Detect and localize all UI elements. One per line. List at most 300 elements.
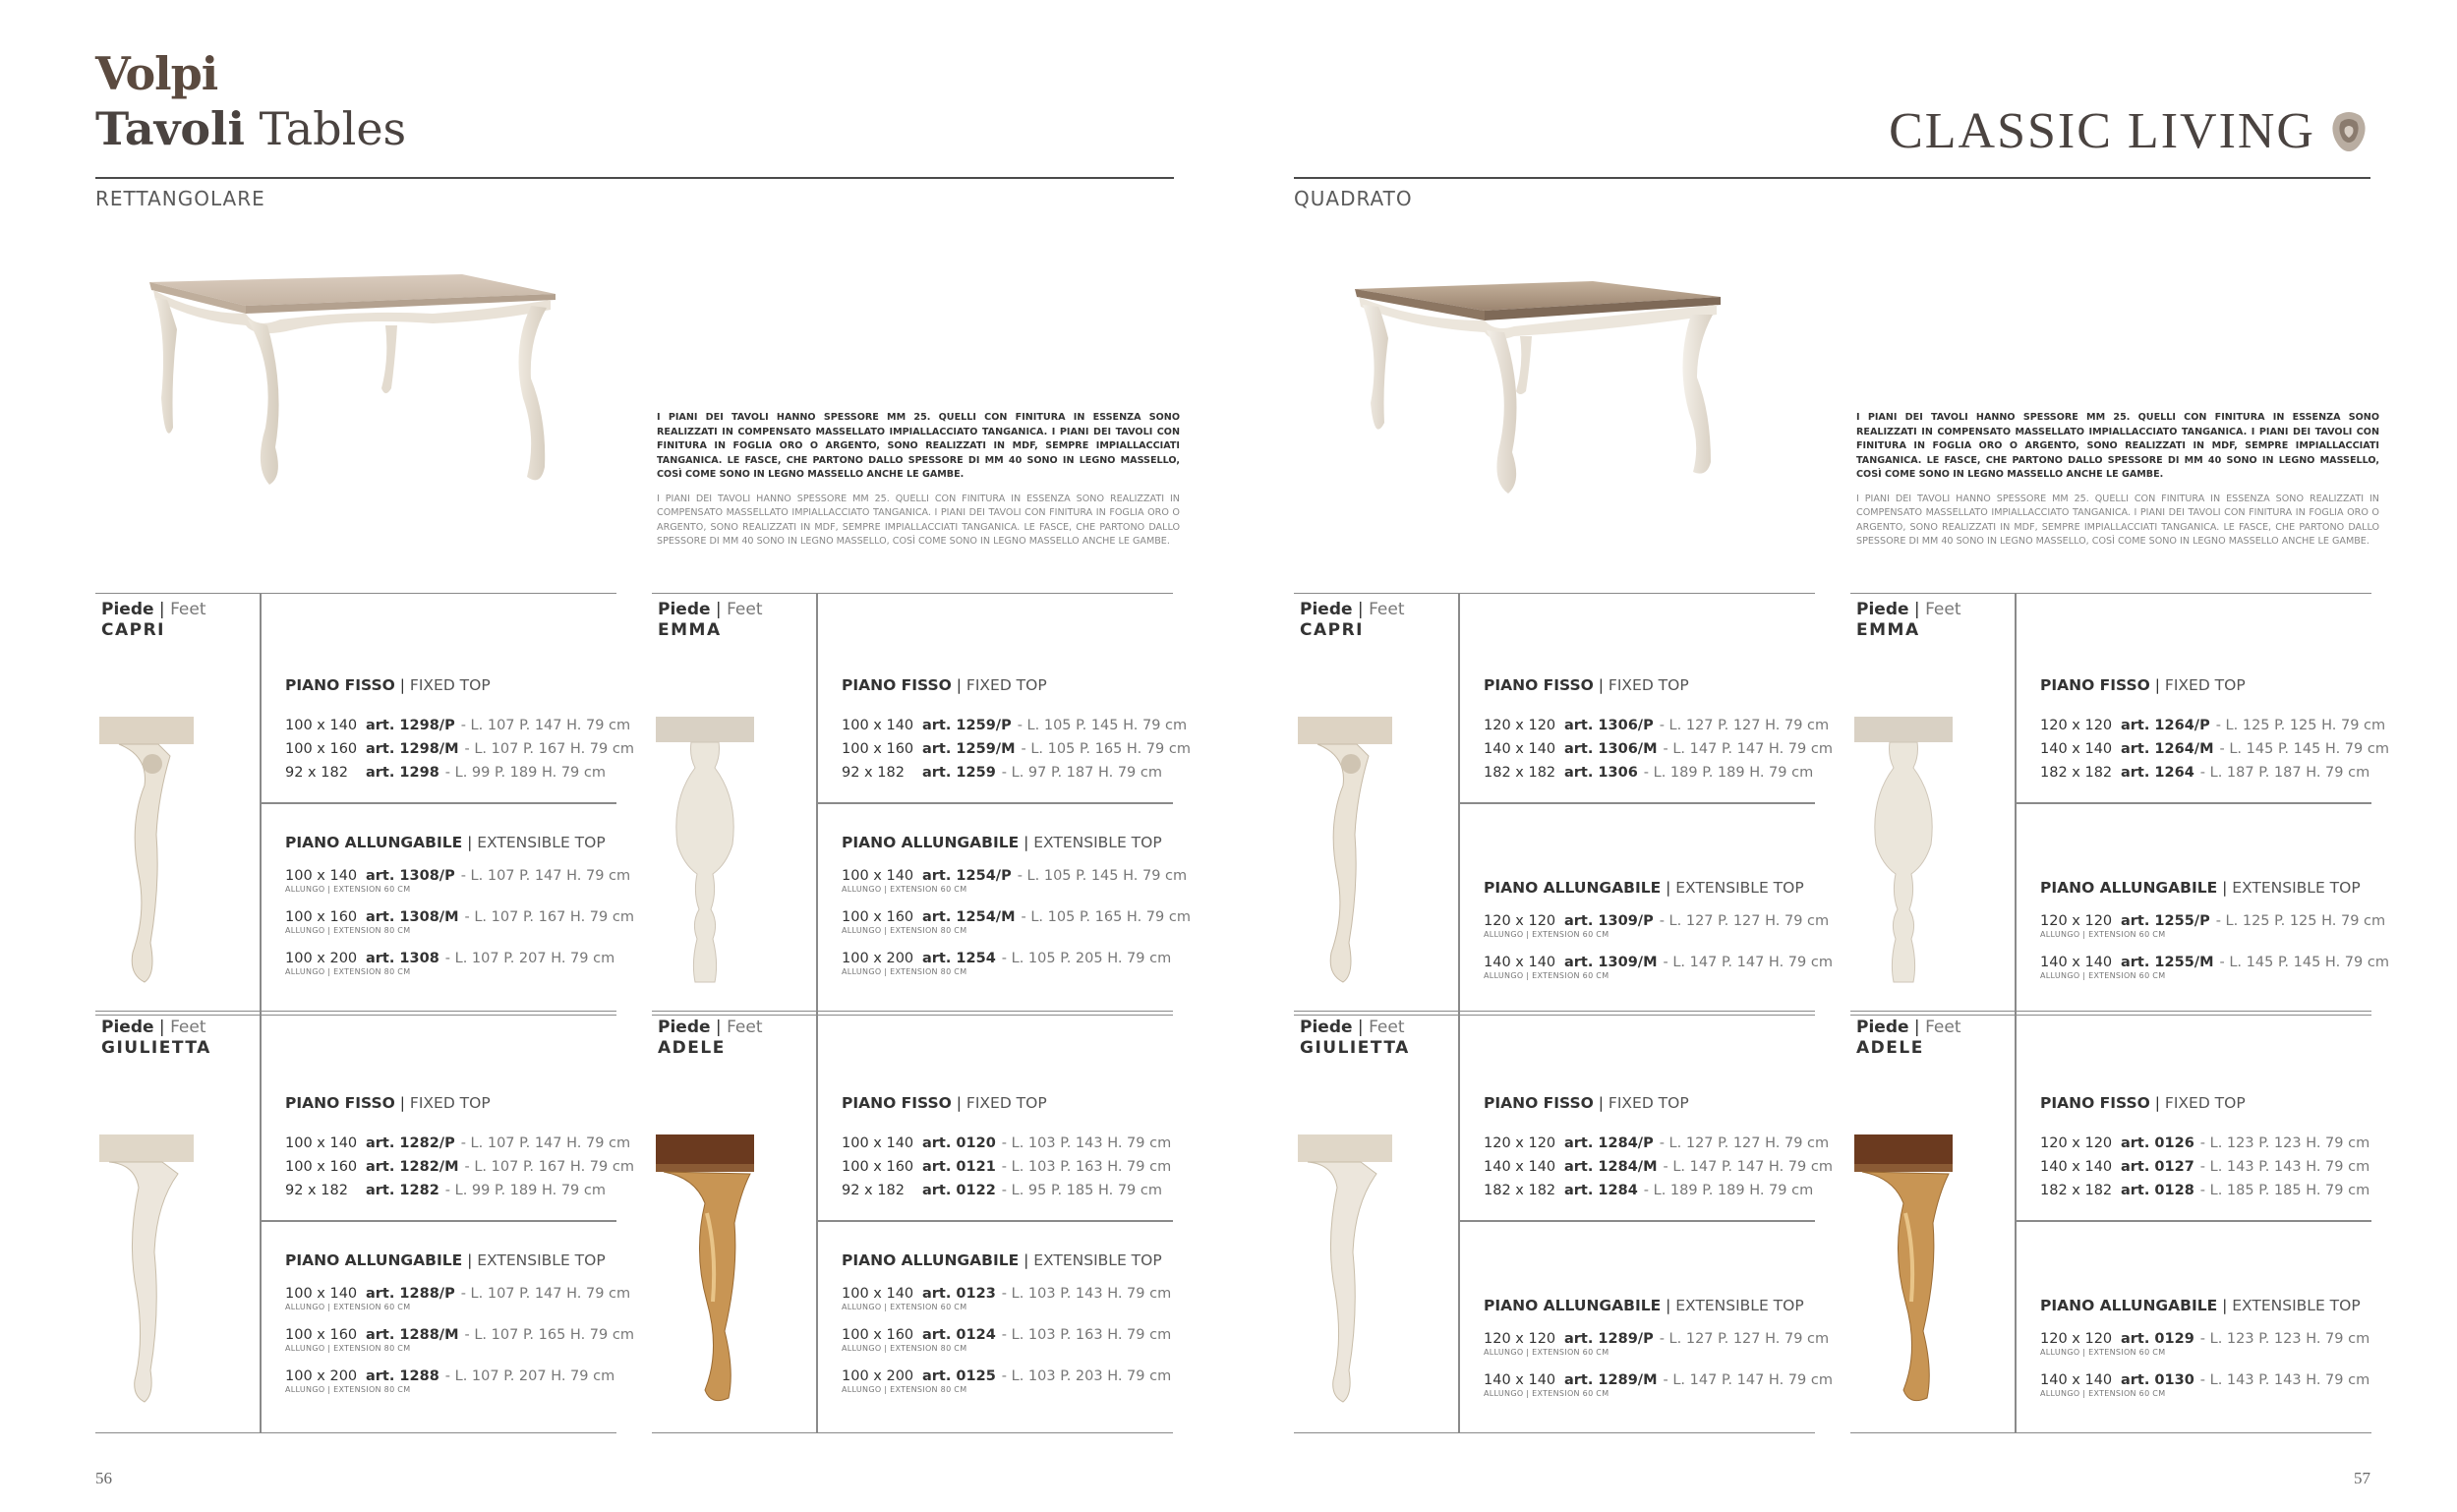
extensible-row-main xyxy=(1484,1330,1830,1348)
extensible-top-row xyxy=(1484,1330,1830,1358)
fixed-top-row xyxy=(2040,714,2386,737)
feet-english: Feet xyxy=(1925,600,1961,619)
fixed-top-italian: PIANO FISSO xyxy=(842,676,952,694)
fixed-top-english: FIXED TOP xyxy=(1608,676,1689,694)
article-code: art. 1254 xyxy=(922,951,996,966)
extension-note: ALLUNGO | EXTENSION 60 CM xyxy=(2040,1389,2166,1398)
extension-note: ALLUNGO | EXTENSION 60 CM xyxy=(842,1303,967,1311)
table-size: 120 x 120 xyxy=(2040,1135,2113,1151)
dimensions: - L. 105 P. 165 H. 79 cm xyxy=(1021,741,1191,757)
table-size: 100 x 200 xyxy=(842,951,914,966)
article-code: art. 1306 xyxy=(1564,765,1638,781)
fixed-top-italian: PIANO FISSO xyxy=(285,676,395,694)
feet-label xyxy=(658,1018,763,1059)
dimensions: - L. 145 P. 145 H. 79 cm xyxy=(2219,955,2389,970)
dimensions: - L. 125 P. 125 H. 79 cm xyxy=(2215,718,2386,733)
fixed-top-row xyxy=(1484,737,1833,761)
extensible-row-main xyxy=(1484,954,1833,971)
extension-note: ALLUNGO | EXTENSION 60 CM xyxy=(285,1303,411,1311)
panel-divider xyxy=(1458,594,1460,1015)
extensible-top-english: EXTENSIBLE TOP xyxy=(2232,879,2361,897)
article-code: art. 0126 xyxy=(2121,1135,2194,1151)
article-code: art. 1259/M xyxy=(922,741,1016,757)
table-size: 120 x 120 xyxy=(2040,1331,2113,1347)
table-size: 92 x 182 xyxy=(285,1183,348,1198)
table-size: 120 x 120 xyxy=(1484,1135,1556,1151)
extensible-row-main xyxy=(285,867,631,885)
extensible-top-row xyxy=(2040,954,2389,981)
fixed-top-row xyxy=(842,761,1173,785)
extensible-top-section xyxy=(285,834,634,991)
fixed-top-row xyxy=(842,1179,1173,1202)
fixed-top-heading xyxy=(2040,1094,2371,1112)
fixed-top-heading xyxy=(842,1094,1173,1112)
extensible-top-row xyxy=(2040,1330,2371,1358)
fixed-top-row xyxy=(285,737,634,761)
article-code: art. 0130 xyxy=(2121,1372,2194,1388)
section-divider xyxy=(1458,1220,1815,1222)
extensible-row-main xyxy=(2040,1371,2371,1389)
fixed-top-row xyxy=(285,1179,616,1202)
extension-note: ALLUNGO | EXTENSION 60 CM xyxy=(2040,1348,2166,1357)
table-size: 100 x 200 xyxy=(285,951,358,966)
extensible-top-row xyxy=(842,1285,1173,1312)
fixed-top-row xyxy=(2040,1132,2371,1155)
table-size: 140 x 140 xyxy=(1484,1372,1556,1388)
dimensions: - L. 105 P. 145 H. 79 cm xyxy=(1017,868,1188,884)
article-code: art. 1255/P xyxy=(2121,913,2210,929)
leg-adele-image xyxy=(656,1134,754,1408)
feet-name: CAPRI xyxy=(101,620,166,640)
piede-label: Piede xyxy=(1856,1018,1909,1037)
table-size: 100 x 140 xyxy=(285,1135,358,1151)
extensible-top-english: EXTENSIBLE TOP xyxy=(2232,1297,2361,1314)
article-code: art. 1298/P xyxy=(366,718,455,733)
extensible-top-heading xyxy=(285,1251,616,1269)
feet-panel-emma xyxy=(1850,593,2389,1016)
right-header-rule xyxy=(1294,177,2370,179)
left-construction-note xyxy=(657,411,1180,559)
extension-note: ALLUNGO | EXTENSION 80 CM xyxy=(285,1344,411,1353)
feet-english: Feet xyxy=(170,600,206,619)
dimensions: - L. 107 P. 165 H. 79 cm xyxy=(464,1327,634,1343)
feet-english: Feet xyxy=(727,1018,763,1037)
section-divider xyxy=(2015,1220,2371,1222)
extensible-top-row xyxy=(842,1326,1173,1354)
table-size: 100 x 140 xyxy=(285,1286,358,1302)
extension-note: ALLUNGO | EXTENSION 60 CM xyxy=(842,885,967,894)
extensible-top-row xyxy=(842,1367,1173,1395)
table-size: 140 x 140 xyxy=(1484,1159,1556,1175)
article-code: art. 1282/M xyxy=(366,1159,459,1175)
piede-label: Piede xyxy=(1300,1018,1353,1037)
brand-emblem-icon xyxy=(2329,110,2369,153)
feet-panel-capri xyxy=(1294,593,1833,1016)
article-code: art. 1264/M xyxy=(2121,741,2214,757)
table-size: 100 x 160 xyxy=(285,741,358,757)
article-code: art. 0122 xyxy=(922,1183,996,1198)
extensible-top-section xyxy=(2040,1297,2371,1413)
leg-adele-image xyxy=(1854,1134,1953,1408)
article-code: art. 1288 xyxy=(366,1368,439,1384)
heading-separator: | xyxy=(1593,676,1609,694)
extensible-top-row xyxy=(842,950,1173,977)
heading-separator: | xyxy=(2217,1297,2233,1314)
dimensions: - L. 107 P. 147 H. 79 cm xyxy=(460,868,631,884)
dimensions: - L. 107 P. 167 H. 79 cm xyxy=(464,909,634,925)
dimensions: - L. 95 P. 185 H. 79 cm xyxy=(1001,1183,1162,1198)
article-code: art. 0125 xyxy=(922,1368,996,1384)
note-italian: I PIANI DEI TAVOLI HANNO SPESSORE MM 25. QUELLI CON FINITURA IN ESSENZA SONO REALIZZATI IN COMPENSATO MASSELLATO IMPIALLACCIATO TANGANICA. I PIANI DEI TAVOLI CON FINITURA IN FOGLIA ORO O ARGENTO, SONO REALIZZATI IN MDF, SEMPRE IMPIALLACCIATI TANGANICA. LE FASCE, CHE PARTONO DALLO SPESSORE DI MM 40 SONO IN LEGNO MASSELLO, COSÌ COME SONO IN LEGNO MASSELLO ANCHE LE GAMBE. xyxy=(657,412,1180,480)
fixed-top-english: FIXED TOP xyxy=(1608,1094,1689,1112)
extensible-row-main xyxy=(1484,912,1830,930)
fixed-top-row xyxy=(1484,714,1830,737)
extension-note: ALLUNGO | EXTENSION 60 CM xyxy=(2040,971,2166,980)
section-rettangolare: RETTANGOLARE xyxy=(95,187,265,210)
label-separator: | xyxy=(1908,600,1926,619)
extensible-top-heading xyxy=(2040,1297,2371,1314)
extensible-top-italian: PIANO ALLUNGABILE xyxy=(1484,1297,1662,1314)
dimensions: - L. 185 P. 185 H. 79 cm xyxy=(2199,1183,2370,1198)
piede-label: Piede xyxy=(101,1018,154,1037)
dimensions: - L. 103 P. 203 H. 79 cm xyxy=(1001,1368,1172,1384)
extensible-top-section xyxy=(1484,879,1833,995)
feet-name: CAPRI xyxy=(1300,620,1365,640)
feet-english: Feet xyxy=(1925,1018,1961,1037)
dimensions: - L. 105 P. 145 H. 79 cm xyxy=(1017,718,1188,733)
right-construction-note xyxy=(1856,411,2379,559)
fixed-top-section xyxy=(2040,676,2389,785)
heading-separator: | xyxy=(1019,834,1034,851)
feet-english: Feet xyxy=(727,600,763,619)
table-size: 140 x 140 xyxy=(2040,1159,2113,1175)
article-code: art. 0129 xyxy=(2121,1331,2194,1347)
table-size: 100 x 140 xyxy=(285,718,358,733)
piede-label: Piede xyxy=(1300,600,1353,619)
extensible-row-main xyxy=(2040,912,2386,930)
feet-panel-giulietta xyxy=(95,1011,634,1433)
extensible-top-row xyxy=(285,908,634,936)
fixed-top-row xyxy=(1484,1132,1830,1155)
feet-english: Feet xyxy=(170,1018,206,1037)
article-code: art. 1264 xyxy=(2121,765,2194,781)
extensible-row-main xyxy=(842,908,1191,926)
table-size: 182 x 182 xyxy=(1484,765,1556,781)
table-size: 100 x 140 xyxy=(842,718,914,733)
table-size: 100 x 160 xyxy=(285,1159,358,1175)
fixed-top-section xyxy=(2040,1094,2371,1202)
dimensions: - L. 107 P. 207 H. 79 cm xyxy=(444,951,615,966)
feet-label xyxy=(101,1018,211,1059)
extensible-top-row xyxy=(1484,954,1833,981)
extensible-top-heading xyxy=(842,834,1173,851)
article-code: art. 1309/P xyxy=(1564,913,1654,929)
feet-name: EMMA xyxy=(1856,620,1920,640)
extensible-top-italian: PIANO ALLUNGABILE xyxy=(842,1251,1020,1269)
dimensions: - L. 99 P. 189 H. 79 cm xyxy=(444,1183,606,1198)
fixed-top-row xyxy=(2040,1179,2371,1202)
fixed-top-english: FIXED TOP xyxy=(965,676,1047,694)
dimensions: - L. 103 P. 163 H. 79 cm xyxy=(1001,1327,1172,1343)
fixed-top-row xyxy=(842,1155,1173,1179)
brand-text: CLASSIC LIVING xyxy=(1889,103,2315,159)
article-code: art. 1289/M xyxy=(1564,1372,1658,1388)
fixed-top-section xyxy=(285,676,634,785)
section-divider xyxy=(816,802,1173,804)
article-code: art. 1284/M xyxy=(1564,1159,1658,1175)
section-divider xyxy=(260,802,616,804)
feet-name: GIULIETTA xyxy=(101,1038,211,1058)
extensible-top-italian: PIANO ALLUNGABILE xyxy=(842,834,1020,851)
extensible-top-heading xyxy=(285,834,616,851)
fixed-top-english: FIXED TOP xyxy=(409,1094,491,1112)
article-code: art. 1284 xyxy=(1564,1183,1638,1198)
table-size: 100 x 140 xyxy=(842,868,914,884)
leg-emma-image xyxy=(656,717,754,990)
volpi-logo: Volpi xyxy=(95,47,218,100)
extensible-row-main xyxy=(842,867,1188,885)
fixed-top-heading xyxy=(842,676,1173,694)
table-size: 120 x 120 xyxy=(2040,913,2113,929)
extensible-top-italian: PIANO ALLUNGABILE xyxy=(2040,1297,2218,1314)
table-size: 100 x 160 xyxy=(285,909,358,925)
dimensions: - L. 147 P. 147 H. 79 cm xyxy=(1663,955,1833,970)
extension-note: ALLUNGO | EXTENSION 60 CM xyxy=(1484,971,1609,980)
table-size: 182 x 182 xyxy=(2040,1183,2113,1198)
dimensions: - L. 127 P. 127 H. 79 cm xyxy=(1659,1135,1830,1151)
extensible-top-section xyxy=(842,834,1191,991)
dimensions: - L. 145 P. 145 H. 79 cm xyxy=(2219,741,2389,757)
left-header-rule xyxy=(95,177,1174,179)
panel-divider xyxy=(260,594,262,1015)
dimensions: - L. 147 P. 147 H. 79 cm xyxy=(1663,1372,1833,1388)
extensible-top-english: EXTENSIBLE TOP xyxy=(477,1251,606,1269)
section-divider xyxy=(2015,802,2371,804)
dimensions: - L. 107 P. 167 H. 79 cm xyxy=(464,741,634,757)
feet-panel-adele xyxy=(652,1011,1173,1433)
fixed-top-heading xyxy=(1484,1094,1815,1112)
extensible-top-english: EXTENSIBLE TOP xyxy=(1675,879,1804,897)
fixed-top-heading xyxy=(285,1094,616,1112)
label-separator: | xyxy=(153,1018,171,1037)
piede-label: Piede xyxy=(101,600,154,619)
fixed-top-row xyxy=(842,714,1188,737)
extension-note: ALLUNGO | EXTENSION 80 CM xyxy=(285,1385,411,1394)
label-separator: | xyxy=(710,600,728,619)
article-code: art. 1298 xyxy=(366,765,439,781)
article-code: art. 1308/M xyxy=(366,909,459,925)
extension-note: ALLUNGO | EXTENSION 80 CM xyxy=(285,967,411,976)
fixed-top-section xyxy=(842,1094,1173,1202)
dimensions: - L. 125 P. 125 H. 79 cm xyxy=(2215,913,2386,929)
article-code: art. 1254/M xyxy=(922,909,1016,925)
dimensions: - L. 147 P. 147 H. 79 cm xyxy=(1663,741,1833,757)
extension-note: ALLUNGO | EXTENSION 60 CM xyxy=(1484,1348,1609,1357)
fixed-top-row xyxy=(842,1132,1173,1155)
table-size: 182 x 182 xyxy=(2040,765,2113,781)
extension-note: ALLUNGO | EXTENSION 60 CM xyxy=(285,885,411,894)
fixed-top-row xyxy=(1484,761,1815,785)
fixed-top-italian: PIANO FISSO xyxy=(1484,1094,1594,1112)
table-size: 100 x 140 xyxy=(842,1286,914,1302)
extensible-top-row xyxy=(1484,1371,1833,1399)
label-separator: | xyxy=(710,1018,728,1037)
fixed-top-italian: PIANO FISSO xyxy=(1484,676,1594,694)
article-code: art. 1282/P xyxy=(366,1135,455,1151)
fixed-top-english: FIXED TOP xyxy=(2164,676,2246,694)
fixed-top-row xyxy=(2040,1155,2371,1179)
extensible-row-main xyxy=(842,1367,1173,1385)
extensible-top-italian: PIANO ALLUNGABILE xyxy=(2040,879,2218,897)
feet-panel-giulietta xyxy=(1294,1011,1833,1433)
extension-note: ALLUNGO | EXTENSION 80 CM xyxy=(842,926,967,935)
dimensions: - L. 103 P. 143 H. 79 cm xyxy=(1001,1286,1172,1302)
extension-note: ALLUNGO | EXTENSION 80 CM xyxy=(842,1344,967,1353)
dimensions: - L. 189 P. 189 H. 79 cm xyxy=(1643,1183,1814,1198)
table-size: 140 x 140 xyxy=(2040,741,2113,757)
section-quadrato: QUADRATO xyxy=(1294,187,1413,210)
extensible-row-main xyxy=(842,950,1173,967)
dimensions: - L. 123 P. 123 H. 79 cm xyxy=(2199,1331,2370,1347)
feet-name: ADELE xyxy=(658,1038,726,1058)
table-size: 140 x 140 xyxy=(1484,741,1556,757)
fixed-top-row xyxy=(285,761,616,785)
dimensions: - L. 107 P. 167 H. 79 cm xyxy=(464,1159,634,1175)
article-code: art. 1259/P xyxy=(922,718,1012,733)
piede-label: Piede xyxy=(1856,600,1909,619)
dimensions: - L. 99 P. 189 H. 79 cm xyxy=(444,765,606,781)
extensible-top-row xyxy=(285,867,631,895)
heading-separator: | xyxy=(394,676,410,694)
fixed-top-english: FIXED TOP xyxy=(2164,1094,2246,1112)
article-code: art. 1289/P xyxy=(1564,1331,1654,1347)
fixed-top-row xyxy=(285,1132,631,1155)
extensible-top-section xyxy=(285,1251,634,1409)
extensible-top-heading xyxy=(2040,879,2371,897)
table-size: 140 x 140 xyxy=(1484,955,1556,970)
panel-divider xyxy=(816,594,818,1015)
note-secondary: I PIANI DEI TAVOLI HANNO SPESSORE MM 25. QUELLI CON FINITURA IN ESSENZA SONO REALIZZATI IN COMPENSATO MASSELLATO IMPIALLACCIATO TANGANICA. I PIANI DEI TAVOLI CON FINITURA IN FOGLIA ORO O ARGENTO, SONO REALIZZATI IN MDF, SEMPRE IMPIALLACCIATI TANGANICA. LE FASCE, CHE PARTONO DALLO SPESSORE DI MM 40 SONO IN LEGNO MASSELLO, COSÌ COME SONO IN LEGNO MASSELLO ANCHE LE GAMBE. xyxy=(1856,493,2379,547)
article-code: art. 0123 xyxy=(922,1286,996,1302)
dimensions: - L. 105 P. 165 H. 79 cm xyxy=(1021,909,1191,925)
fixed-top-row xyxy=(2040,761,2371,785)
dimensions: - L. 103 P. 143 H. 79 cm xyxy=(1001,1135,1172,1151)
feet-english: Feet xyxy=(1369,600,1405,619)
table-size: 100 x 200 xyxy=(842,1368,914,1384)
rectangular-table-image xyxy=(138,270,560,496)
feet-label xyxy=(1300,1018,1410,1059)
label-separator: | xyxy=(1352,1018,1370,1037)
label-separator: | xyxy=(1908,1018,1926,1037)
leg-giulietta-image xyxy=(1298,1134,1396,1408)
extensible-top-row xyxy=(285,1367,616,1395)
fixed-top-section xyxy=(1484,1094,1833,1202)
feet-panel-emma xyxy=(652,593,1191,1016)
dimensions: - L. 107 P. 147 H. 79 cm xyxy=(460,1286,631,1302)
table-size: 100 x 160 xyxy=(842,909,914,925)
title-italian: Tavoli xyxy=(95,102,245,155)
fixed-top-english: FIXED TOP xyxy=(965,1094,1047,1112)
heading-separator: | xyxy=(462,1251,478,1269)
extensible-row-main xyxy=(285,950,616,967)
table-size: 100 x 160 xyxy=(842,1327,914,1343)
article-code: art. 1306/P xyxy=(1564,718,1654,733)
dimensions: - L. 127 P. 127 H. 79 cm xyxy=(1659,913,1830,929)
panel-divider xyxy=(2015,594,2017,1015)
article-code: art. 1254/P xyxy=(922,868,1012,884)
article-code: art. 1298/M xyxy=(366,741,459,757)
heading-separator: | xyxy=(462,834,478,851)
panel-divider xyxy=(1458,1012,1460,1432)
heading-separator: | xyxy=(1593,1094,1609,1112)
dimensions: - L. 127 P. 127 H. 79 cm xyxy=(1659,1331,1830,1347)
dimensions: - L. 143 P. 143 H. 79 cm xyxy=(2199,1159,2370,1175)
extensible-top-row xyxy=(2040,912,2386,940)
table-size: 100 x 160 xyxy=(842,741,914,757)
section-divider xyxy=(1458,802,1815,804)
feet-label xyxy=(101,600,206,641)
article-code: art. 1259 xyxy=(922,765,996,781)
article-code: art. 1288/P xyxy=(366,1286,455,1302)
feet-label xyxy=(1856,1018,1961,1059)
panel-divider xyxy=(2015,1012,2017,1432)
leg-emma-image xyxy=(1854,717,1953,990)
heading-separator: | xyxy=(1019,1251,1034,1269)
label-separator: | xyxy=(1352,600,1370,619)
section-divider xyxy=(816,1220,1173,1222)
dimensions: - L. 97 P. 187 H. 79 cm xyxy=(1001,765,1162,781)
extensible-top-heading xyxy=(842,1251,1173,1269)
article-code: art. 1255/M xyxy=(2121,955,2214,970)
extensible-top-row xyxy=(2040,1371,2371,1399)
panel-divider xyxy=(816,1012,818,1432)
piede-label: Piede xyxy=(658,1018,711,1037)
dimensions: - L. 103 P. 163 H. 79 cm xyxy=(1001,1159,1172,1175)
section-divider xyxy=(260,1220,616,1222)
fixed-top-row xyxy=(1484,1155,1833,1179)
article-code: art. 1309/M xyxy=(1564,955,1658,970)
feet-panel-adele xyxy=(1850,1011,2371,1433)
table-size: 100 x 160 xyxy=(842,1159,914,1175)
fixed-top-row xyxy=(285,1155,634,1179)
table-size: 92 x 182 xyxy=(842,765,905,781)
title-english: Tables xyxy=(259,102,407,155)
dimensions: - L. 107 P. 147 H. 79 cm xyxy=(460,718,631,733)
article-code: art. 1308 xyxy=(366,951,439,966)
article-code: art. 1282 xyxy=(366,1183,439,1198)
extensible-row-main xyxy=(285,1367,616,1385)
table-size: 120 x 120 xyxy=(1484,718,1556,733)
heading-separator: | xyxy=(951,676,966,694)
extensible-top-heading xyxy=(1484,1297,1815,1314)
extensible-top-row xyxy=(285,1326,634,1354)
note-secondary: I PIANI DEI TAVOLI HANNO SPESSORE MM 25. QUELLI CON FINITURA IN ESSENZA SONO REALIZZATI IN COMPENSATO MASSELLATO IMPIALLACCIATO TANGANICA. I PIANI DEI TAVOLI CON FINITURA IN FOGLIA ORO O ARGENTO, SONO REALIZZATI IN MDF, SEMPRE IMPIALLACCIATI TANGANICA. LE FASCE, CHE PARTONO DALLO SPESSORE DI MM 40 SONO IN LEGNO MASSELLO, COSÌ COME SONO IN LEGNO MASSELLO ANCHE LE GAMBE. xyxy=(657,493,1180,547)
feet-label xyxy=(658,600,763,641)
heading-separator: | xyxy=(394,1094,410,1112)
table-size: 120 x 120 xyxy=(1484,1331,1556,1347)
page-number-right: 57 xyxy=(2354,1469,2370,1487)
extensible-row-main xyxy=(285,1326,634,1344)
fixed-top-heading xyxy=(1484,676,1815,694)
article-code: art. 0128 xyxy=(2121,1183,2194,1198)
leg-giulietta-image xyxy=(99,1134,198,1408)
dimensions: - L. 107 P. 147 H. 79 cm xyxy=(460,1135,631,1151)
article-code: art. 0124 xyxy=(922,1327,996,1343)
fixed-top-english: FIXED TOP xyxy=(409,676,491,694)
fixed-top-section xyxy=(1484,676,1833,785)
extensible-top-row xyxy=(842,908,1191,936)
feet-name: GIULIETTA xyxy=(1300,1038,1410,1058)
